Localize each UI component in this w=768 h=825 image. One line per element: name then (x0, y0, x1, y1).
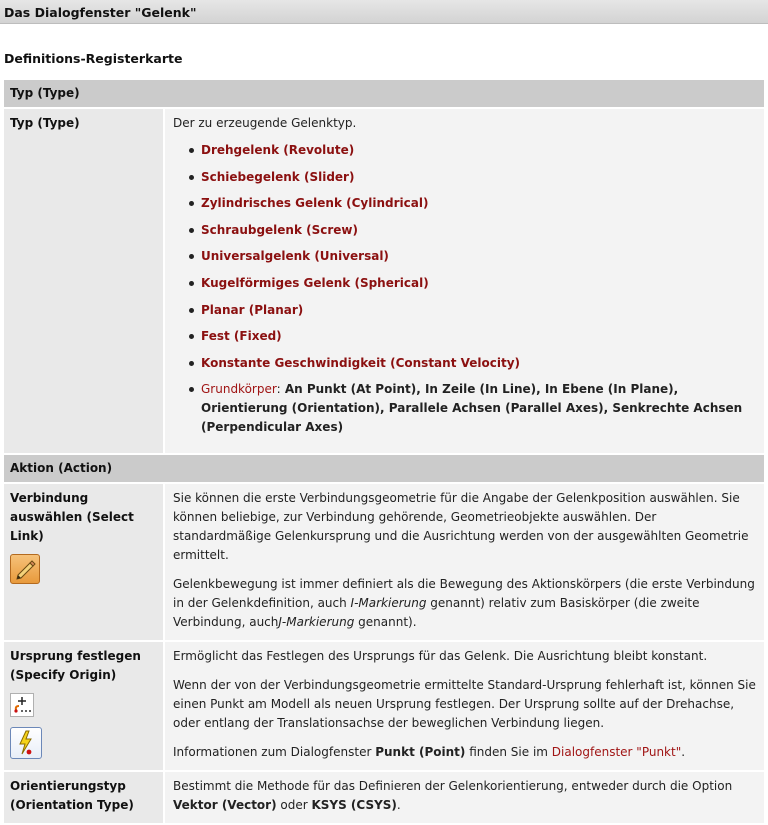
specify-origin-label: Ursprung festlegen (Specify Origin) (10, 648, 141, 682)
joint-type-link[interactable]: Konstante Geschwindigkeit (Constant Velocity) (201, 355, 521, 370)
row-label-select-link (3, 483, 164, 641)
joint-type-link[interactable]: Planar (Planar) (201, 302, 304, 317)
row-desc-orientation-type (164, 771, 765, 824)
group-header-type: Typ (Type) (3, 79, 765, 108)
joint-type-link[interactable]: Fest (Fixed) (201, 329, 282, 344)
section-title: Definitions-Registerkarte (4, 51, 183, 66)
csys-option-term: KSYS (CSYS) (311, 797, 397, 812)
row-label-specify-origin (3, 641, 164, 771)
list-item[interactable] (201, 327, 756, 346)
list-item[interactable] (201, 168, 756, 187)
text-span: Informationen zum Dialogfenster (173, 744, 376, 759)
table-row-orientation-type (3, 771, 765, 824)
text-span: . (681, 744, 686, 759)
orientation-paragraph-1 (173, 777, 756, 815)
text-span: genannt). (354, 614, 417, 629)
primitives-link[interactable]: Grundkörper (201, 382, 277, 397)
group-row-action (3, 454, 765, 483)
text-span: Gelenkbewegung ist immer definiert als die Bewegung des Aktionskörpers (die erste Verbindung in der Gelenkdefinition, auch (173, 576, 755, 610)
row-desc-specify-origin (164, 641, 765, 771)
vector-option-term: Vektor (Vector) (173, 797, 277, 812)
primitives-options: An Punkt (At Point), In Zeile (In Line), In Ebene (In Plane), Orientierung (Orientation), Parallele Achsen (Parallel Axes), Senkrechte Achsen (Perpendicular Axes) (201, 382, 743, 435)
joint-type-link[interactable]: Universalgelenk (Universal) (201, 249, 389, 264)
j-marker-term: J-Markierung (278, 614, 355, 629)
primitives-colon: : (276, 382, 281, 397)
joint-type-link[interactable]: Drehgelenk (Revolute) (201, 143, 355, 157)
joint-type-link[interactable]: Schiebegelenk (Slider) (201, 169, 355, 184)
i-marker-term: I-Markierung (350, 595, 427, 610)
list-item[interactable] (201, 141, 756, 160)
list-item[interactable] (201, 221, 756, 240)
text-span: oder (276, 797, 312, 812)
page-title: Das Dialogfenster "Gelenk" (0, 0, 768, 24)
text-span: . (396, 797, 401, 812)
group-row-type (3, 79, 765, 108)
type-intro: Der zu erzeugende Gelenktyp. (173, 116, 357, 130)
joint-type-link[interactable]: Schraubgelenk (Screw) (201, 222, 358, 237)
pencil-icon (10, 554, 40, 584)
row-desc-type (164, 108, 765, 454)
point-plus-icon (10, 693, 34, 717)
point-dialog-icon (10, 727, 42, 759)
group-header-action (3, 454, 765, 483)
parameter-table (2, 78, 766, 825)
specify-origin-paragraph-2: Wenn der von der Verbindungsgeometrie ermittelte Standard-Ursprung fehlerhaft ist, können Sie einen Punkt am Modell als neuen Ursprung festlegen. Der Ursprung sollte auf der Drehachse, oder entlang der Translationsachse der beweglichen Verbindung liegen. (173, 677, 756, 730)
row-desc-select-link (164, 483, 765, 641)
select-link-paragraph-2 (173, 575, 756, 632)
point-dialog-link[interactable]: Dialogfenster "Punkt" (551, 744, 682, 759)
text-span: Bestimmt die Methode für das Definieren der Gelenkorientierung, entweder durch die Option (173, 778, 733, 793)
row-label-type: Typ (Type) (3, 108, 164, 454)
joint-type-link[interactable]: Kugelförmiges Gelenk (Spherical) (201, 275, 429, 290)
select-link-paragraph-1: Sie können die erste Verbindungsgeometrie für die Angabe der Gelenkposition auswählen. Sie können beliebige, zur Verbindung gehörende, Geometrieobjekte auswählen. Der standardmäßige Gelenkursprung und die Ausrichtung werden von der ausgewählten Geometrie ermittelt. (173, 490, 749, 562)
list-item[interactable] (201, 194, 756, 213)
select-link-label: Verbindung auswählen (Select Link) (10, 490, 134, 543)
list-item (201, 380, 756, 437)
specify-origin-paragraph-1: Ermöglicht das Festlegen des Ursprungs für das Gelenk. Die Ausrichtung bleibt konstant. (173, 648, 708, 663)
point-dialog-term: Punkt (Point) (375, 744, 466, 759)
list-item[interactable] (201, 274, 756, 293)
list-item[interactable] (201, 354, 756, 373)
row-label-orientation-type: Orientierungstyp (Orientation Type) (3, 771, 164, 824)
joint-type-list (173, 141, 756, 437)
text-span: finden Sie im (465, 744, 552, 759)
table-row-type (3, 108, 765, 454)
group-header-action-label: Aktion (Action) (10, 460, 113, 475)
table-row-select-link (3, 483, 765, 641)
specify-origin-paragraph-3 (173, 743, 756, 762)
list-item[interactable] (201, 247, 756, 266)
joint-type-link[interactable]: Zylindrisches Gelenk (Cylindrical) (201, 196, 429, 211)
table-row-specify-origin (3, 641, 765, 771)
list-item[interactable] (201, 301, 756, 320)
text-span: genannt) relativ zum Basiskörper (die zweite Verbindung, auch (173, 595, 700, 629)
